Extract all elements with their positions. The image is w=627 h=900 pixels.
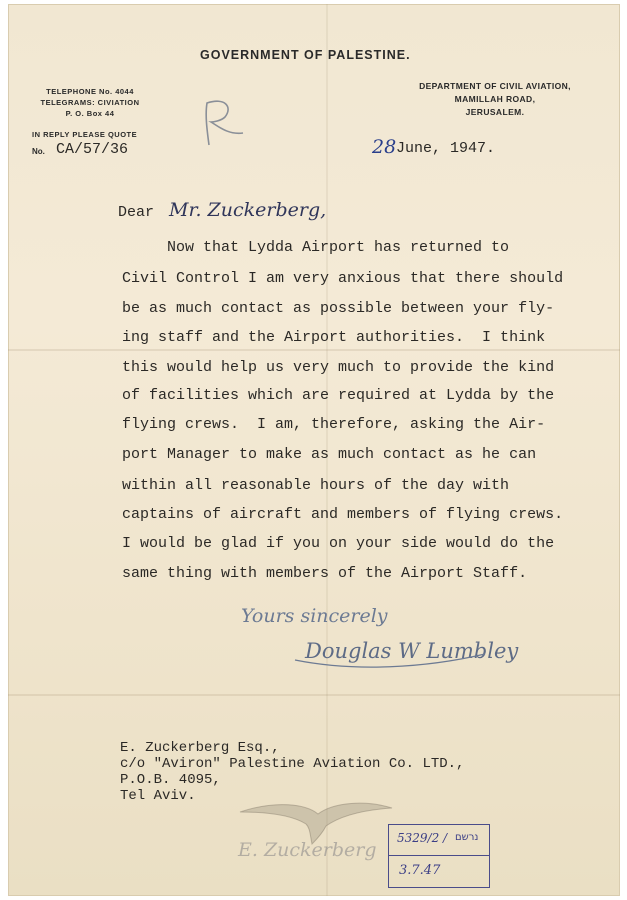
telegrams-line: TELEGRAMS: CIVIATION	[40, 98, 140, 107]
body-line: Now that Lydda Airport has returned to	[122, 239, 510, 256]
stamp-top-row	[389, 825, 489, 856]
body-line: flying crews. I am, therefore, asking the Air-	[122, 416, 546, 433]
reference-number: CA/57/36	[56, 141, 129, 158]
fold-crease	[8, 694, 620, 696]
recipient-line: c/o "Aviron" Palestine Aviation Co. LTD.,	[120, 756, 465, 772]
government-title: GOVERNMENT OF PALESTINE.	[200, 48, 411, 62]
contact-block	[30, 86, 150, 119]
closing-text: Yours sincerely	[241, 605, 388, 627]
department-line: DEPARTMENT OF CIVIL AVIATION,	[419, 81, 571, 91]
body-line: ing staff and the Airport authorities. I think	[122, 329, 546, 346]
salutation	[118, 199, 326, 221]
body-line: I would be glad if you on your side would do the	[122, 535, 555, 552]
date-day: 28	[372, 136, 397, 158]
reply-prompt: IN REPLY PLEASE QUOTE	[32, 130, 138, 139]
body-line: of facilities which are required at Lydda by the	[122, 387, 555, 404]
registration-stamp	[388, 824, 490, 888]
fold-crease	[8, 349, 620, 351]
recipient-line: P.O.B. 4095,	[120, 772, 221, 788]
department-address	[400, 80, 590, 119]
telephone-line: TELEPHONE No. 4044	[46, 87, 134, 96]
salutation-prefix: Dear	[118, 204, 155, 221]
reference-label: No.	[32, 147, 45, 156]
body-line: within all reasonable hours of the day with	[122, 477, 510, 494]
stamp-date: 3.7.47	[399, 863, 441, 878]
signature-text: Douglas W Lumbley	[305, 639, 519, 663]
handwritten-signature	[235, 598, 519, 678]
body-line: this would help us very much to provide the kind	[122, 359, 555, 376]
recipient-line: E. Zuckerberg Esq.,	[120, 740, 280, 756]
pencil-signature	[232, 826, 382, 870]
recipient-line: Tel Aviv.	[120, 788, 196, 804]
body-line: same thing with members of the Airport Staff.	[122, 565, 528, 582]
bottom-signature-text: E. Zuckerberg	[238, 839, 377, 861]
road-line: MAMILLAH ROAD,	[454, 94, 536, 104]
city-line: JERUSALEM.	[465, 107, 525, 117]
body-line: port Manager to make as much contact as he can	[122, 446, 537, 463]
po-box-line: P. O. Box 44	[65, 109, 115, 118]
salutation-name: Mr. Zuckerberg,	[169, 199, 327, 221]
pencil-mark-icon	[195, 95, 255, 155]
body-line: be as much contact as possible between your fly-	[122, 300, 555, 317]
pencil-mark-text: R	[235, 109, 236, 110]
stamp-number: 5329/2 /	[397, 831, 448, 845]
stamp-label: נרשם	[455, 832, 479, 843]
body-line: captains of aircraft and members of flying crews.	[122, 506, 564, 523]
date-month-year: June, 1947.	[396, 140, 496, 157]
body-line: Civil Control I am very anxious that there should	[122, 270, 564, 287]
